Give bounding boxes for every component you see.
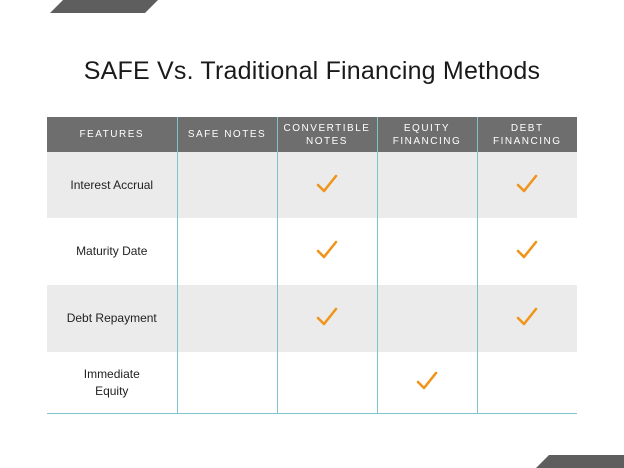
header-label: EQUITY FINANCING bbox=[392, 122, 462, 147]
checkmark-icon bbox=[316, 240, 338, 260]
checkmark-icon bbox=[516, 240, 538, 260]
check-cell bbox=[377, 152, 477, 218]
decorative-bottom-bar bbox=[536, 455, 624, 468]
header-label: SAFE NOTES bbox=[187, 129, 267, 140]
check-cell bbox=[477, 285, 577, 352]
table-row bbox=[47, 218, 577, 285]
header-label: CONVERTIBLE NOTES bbox=[283, 122, 371, 147]
checkmark-icon bbox=[516, 174, 538, 194]
checkmark-icon bbox=[516, 307, 538, 327]
check-cell bbox=[477, 218, 577, 285]
check-cell bbox=[177, 285, 277, 352]
check-cell bbox=[477, 152, 577, 218]
check-cell bbox=[177, 218, 277, 285]
header-safe-notes bbox=[177, 117, 277, 152]
header-features bbox=[47, 117, 177, 152]
header-debt-financing bbox=[477, 117, 577, 152]
table-row bbox=[47, 352, 577, 414]
comparison-table bbox=[47, 117, 577, 414]
header-label: FEATURES bbox=[79, 129, 145, 140]
check-cell bbox=[177, 352, 277, 414]
check-cell bbox=[377, 285, 477, 352]
table-header-row bbox=[47, 117, 577, 152]
decorative-top-bar bbox=[50, 0, 158, 13]
header-label: DEBT FINANCING bbox=[493, 122, 562, 147]
table-row bbox=[47, 152, 577, 218]
checkmark-icon bbox=[316, 307, 338, 327]
feature-label: Debt Repayment bbox=[47, 285, 177, 352]
check-cell bbox=[477, 352, 577, 414]
check-cell bbox=[177, 152, 277, 218]
check-cell bbox=[377, 218, 477, 285]
check-cell bbox=[377, 352, 477, 414]
check-cell bbox=[277, 218, 377, 285]
checkmark-icon bbox=[316, 174, 338, 194]
check-cell bbox=[277, 285, 377, 352]
table-row bbox=[47, 285, 577, 352]
feature-label: Interest Accrual bbox=[47, 152, 177, 218]
check-cell bbox=[277, 352, 377, 414]
page-title: SAFE Vs. Traditional Financing Methods bbox=[83, 57, 541, 85]
feature-label: Immediate Equity bbox=[47, 352, 177, 414]
header-equity-financing bbox=[377, 117, 477, 152]
checkmark-icon bbox=[416, 371, 438, 391]
check-cell bbox=[277, 152, 377, 218]
header-convertible-notes bbox=[277, 117, 377, 152]
feature-label: Maturity Date bbox=[47, 218, 177, 285]
